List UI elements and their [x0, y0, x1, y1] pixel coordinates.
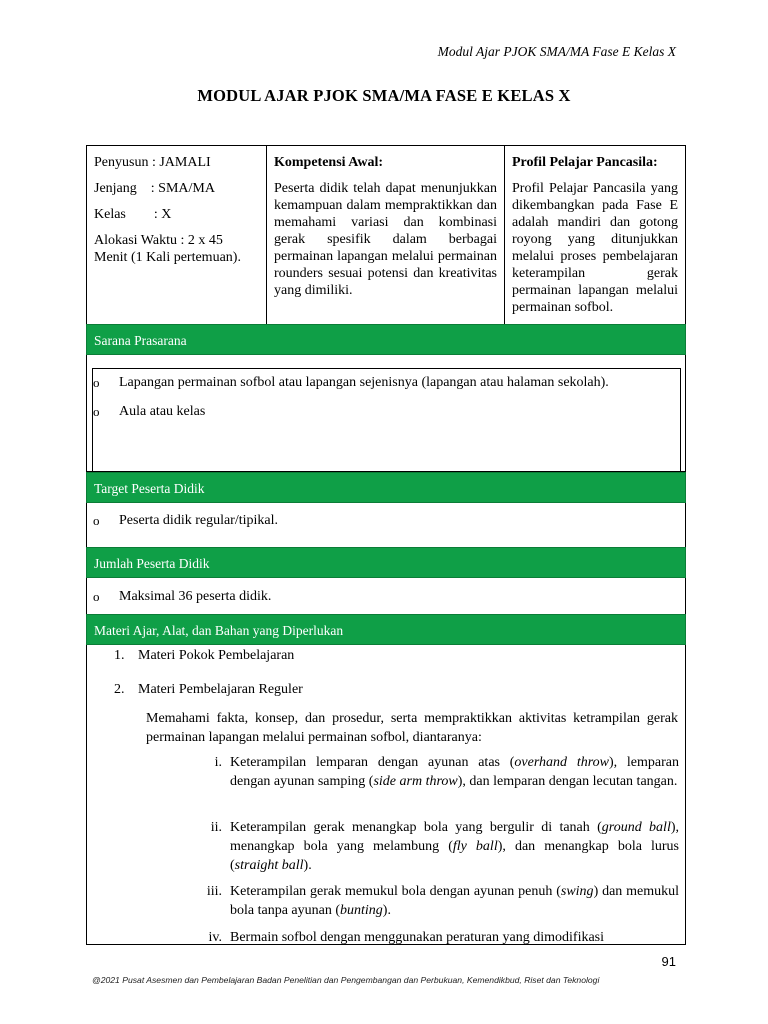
roman-index: iii.	[206, 884, 222, 899]
bullet-icon: o	[93, 589, 100, 604]
section-bar-jumlah: Jumlah Peserta Didik	[86, 547, 686, 578]
roman-index: i.	[214, 755, 222, 770]
roman-item-text: Keterampilan gerak memukul bola dengan ayunan penuh (swing) dan memukul bola tanpa ayunan (bunting).	[230, 884, 679, 918]
kompetensi-heading: Kompetensi Awal:	[274, 155, 384, 170]
alokasi-text: Alokasi Waktu : 2 x 45 Menit (1 Kali pertemuan).	[94, 233, 241, 265]
section-bar-materi: Materi Ajar, Alat, dan Bahan yang Diperlukan	[86, 614, 686, 645]
bullet-icon: o	[93, 513, 100, 528]
materi-pokok-label: Materi Pokok Pembelajaran	[138, 648, 295, 663]
kompetensi-text: Peserta didik telah dapat menunjukkan kemampuan dalam mempraktikkan dan memahami variasi dan kombinasi gerak spesifik dalam berbagai permainan lapangan melalui permainan rounders sesuai potensi dan kreativitas yang dimiliki.	[274, 181, 497, 298]
roman-item-text: Keterampilan gerak menangkap bola yang bergulir di tanah (ground ball), menangkap bola yang melambung (fly ball), dan menangkap bola lurus (straight ball).	[230, 820, 679, 873]
jumlah-item-1: Maksimal 36 peserta didik.	[119, 589, 272, 604]
jenjang-text: Jenjang : SMA/MA	[94, 181, 215, 196]
roman-index: iv.	[208, 930, 222, 945]
page-title: MODUL AJAR PJOK SMA/MA FASE E KELAS X	[197, 86, 571, 105]
numbered-index: 2.	[114, 682, 125, 697]
info-cell-identity	[87, 146, 267, 324]
kelas-text: Kelas : X	[94, 207, 172, 222]
sarana-item-1: Lapangan permainan sofbol atau lapangan sejenisnya (lapangan atau halaman sekolah).	[119, 375, 609, 390]
numbered-index: 1.	[114, 648, 125, 663]
roman-index: ii.	[210, 820, 222, 835]
profil-text: Profil Pelajar Pancasila yang dikembangkan pada Fase E adalah mandiri dan gotong royong yang ditunjukkan melalui proses pembelajaran keterampilan gerak permainan lapangan melalui permainan sofbol.	[512, 181, 678, 315]
profil-heading: Profil Pelajar Pancasila:	[512, 155, 658, 170]
materi-reguler-label: Materi Pembelajaran Reguler	[138, 682, 303, 697]
info-cell-kompetensi	[267, 146, 505, 324]
bullet-icon: o	[93, 375, 100, 390]
roman-item-text: Keterampilan lemparan dengan ayunan atas (overhand throw), lemparan dengan ayunan samping (side arm throw), dan lemparan dengan lecutan tangan.	[230, 755, 680, 789]
info-cell-profil	[505, 146, 685, 324]
penyusun-text: Penyusun : JAMALI	[94, 155, 211, 170]
info-table	[86, 145, 686, 325]
materi-intro: Memahami fakta, konsep, dan prosedur, serta mempraktikkan aktivitas ketrampilan gerak permainan lapangan melalui permainan sofbol, diantaranya:	[146, 711, 678, 745]
section-bar-target: Target Peserta Didik	[86, 472, 686, 503]
section-bar-sarana: Sarana Prasarana	[86, 324, 686, 355]
roman-item-text: Bermain sofbol dengan menggunakan peraturan yang dimodifikasi	[230, 930, 605, 945]
page-number: 91	[661, 954, 676, 969]
bullet-icon: o	[93, 404, 100, 419]
footer-copyright: @2021 Pusat Asesmen dan Pembelajaran Badan Penelitian dan Pengembangan dan Perbukuan, Kemendikbud, Riset dan Teknologi	[92, 975, 600, 985]
target-item-1: Peserta didik regular/tipikal.	[119, 513, 279, 528]
sarana-item-2: Aula atau kelas	[119, 404, 206, 419]
running-header: Modul Ajar PJOK SMA/MA Fase E Kelas X	[437, 44, 676, 59]
